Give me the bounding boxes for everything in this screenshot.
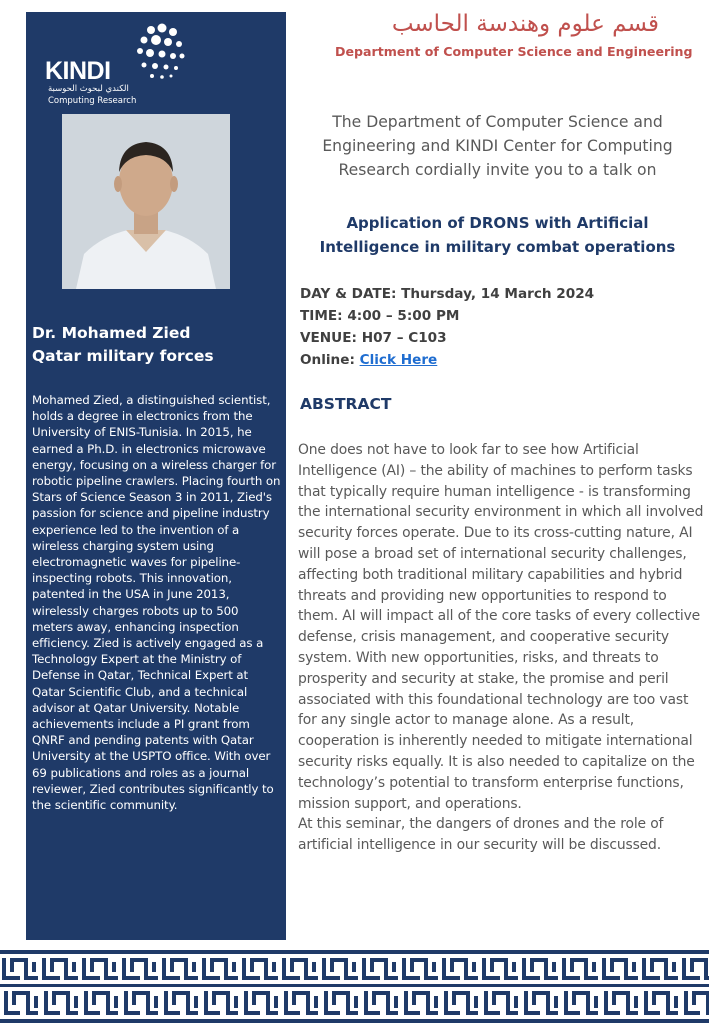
- speaker-bio: Mohamed Zied, a distinguished scientist, holds a degree in electronics from the University of ENIS-Tunisia. In 2015, he earned a Ph.D. in electronics microwave energy, focusing on a wireless charger for robotic pipeline crawlers. Placing fourth on Stars of Science Season 3 in 2011, Zied's passion for science and pipeline industry experience led to the invention of a wireless charging system using electromagnetic waves for pipeline-inspecting robots. This innovation, patented in the USA in June 2013, wirelessly charges robots up to 500 meters away, enhancing inspection efficiency. Zied is actively engaged as a Technology Expert at the Ministry of Defense in Qatar, Technical Expert at Qatar Scientific Club, and a technical advisor at Qatar University. Notable achievements include a PI grant from QNRF and pending patents with Qatar University at the USPTO office. With over 69 publications and roles as a journal reviewer, Zied contributes significantly to the scientific community.: [32, 393, 281, 813]
- speaker-name-block: [32, 322, 282, 368]
- abstract-closing: At this seminar, the dangers of drones and the role of artificial intelligence in our security will be discussed.: [298, 816, 664, 854]
- abstract-body: One does not have to look far to see how Artificial Intelligence (AI) – the ability of machines to perform tasks that typically require human intelligence - is transforming the international security environment in which all involved security forces operate. Due to its cross-cutting nature, AI will pose a broad set of international security challenges, affecting both traditional military capabilities and hybrid threats and providing new opportunities to respond to them. AI will impact all of the core tasks of every collective defense, crisis management, and cooperative security system. With new opportunities, risks, and threats to prosperity and security at stake, the promise and peril associated with this foundational technology are too vast for any single actor to manage alone. As a result, cooperation is inherently needed to mitigate international security risks equally. It is also needed to capitalize on the technology’s potential to transform enterprise functions, mission support, and operations.: [298, 442, 704, 812]
- kindi-arabic-text: الكندي لبحوث الحوسبة: [48, 84, 129, 94]
- kindi-subtitle: Computing Research: [48, 96, 137, 106]
- date-value: Thursday, 14 March 2024: [401, 286, 595, 302]
- talk-title: Application of DRONS with Artificial Intelligence in military combat operations: [319, 214, 676, 256]
- kindi-logo: [36, 20, 206, 112]
- kindi-logo-text: KINDI: [45, 57, 111, 85]
- online-label: Online:: [300, 352, 355, 368]
- speaker-affiliation: Qatar military forces: [32, 347, 214, 365]
- online-row: [300, 349, 700, 371]
- abstract-text: [298, 440, 704, 856]
- date-row: [300, 283, 700, 305]
- abstract-heading: ABSTRACT: [300, 395, 392, 413]
- time-row: [300, 305, 700, 327]
- speaker-name: Dr. Mohamed Zied: [32, 324, 191, 342]
- time-value: 4:00 – 5:00 PM: [347, 308, 460, 324]
- date-label: DAY & DATE:: [300, 286, 397, 302]
- speaker-sidebar: [26, 12, 286, 940]
- venue-label: VENUE:: [300, 330, 357, 346]
- invitation-text: The Department of Computer Science and Engineering and KINDI Center for Computing Research cordially invite you to a talk on: [322, 113, 673, 179]
- venue-value: H07 – C103: [361, 330, 447, 346]
- venue-row: [300, 327, 700, 349]
- department-arabic-title: قسم علوم وهندسة الحاسب: [391, 11, 659, 37]
- speaker-photo: [62, 114, 230, 289]
- time-label: TIME:: [300, 308, 343, 324]
- decorative-border-pattern: [0, 946, 709, 1024]
- online-link[interactable]: Click Here: [359, 352, 438, 368]
- department-english-title: Department of Computer Science and Engineering: [335, 44, 693, 59]
- event-details: [300, 283, 700, 371]
